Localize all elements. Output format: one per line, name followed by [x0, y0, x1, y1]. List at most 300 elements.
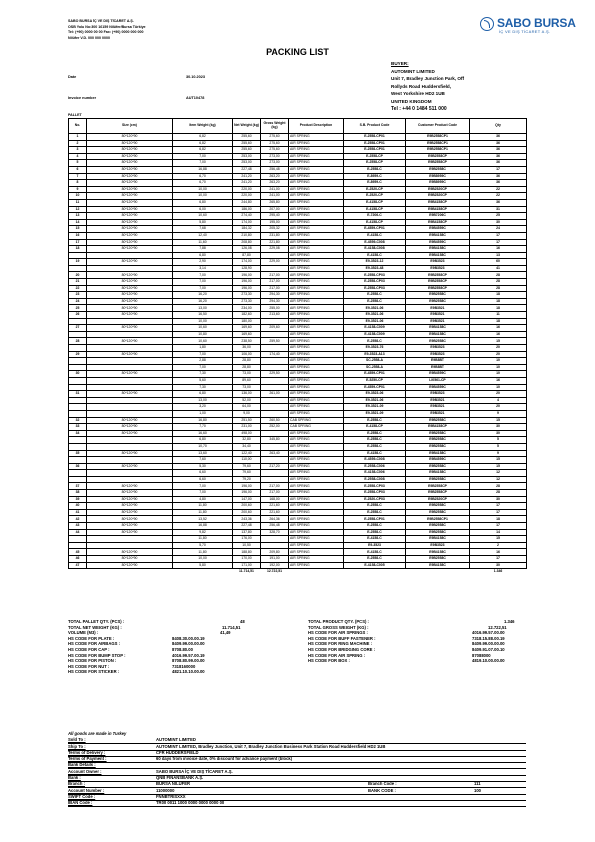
table-cell: 14: [470, 529, 527, 536]
table-cell: E-2558-C: [344, 529, 406, 536]
table-cell: E9B3521: [406, 404, 470, 411]
table-cell: [261, 318, 289, 325]
total-gross-value: 12.722,51: [488, 624, 507, 630]
table-cell: E-2558-C008: [344, 476, 406, 483]
table-cell: [261, 364, 289, 371]
hs-left-label: HS CODE FOR BUMP STOP :: [68, 652, 126, 658]
table-row: [69, 180, 527, 187]
table-cell: E9B4559C: [406, 457, 470, 464]
table-cell: 80*120*90: [87, 305, 173, 312]
table-cell: E9B2558CP: [406, 483, 470, 490]
table-cell: 263,20: [261, 180, 289, 187]
table-cell: 12: [470, 476, 527, 483]
table-row: [69, 417, 527, 424]
table-cell: 10: [470, 364, 527, 371]
table-cell: [69, 410, 87, 417]
hs-left-label: HS CODE FOR STICKER :: [68, 669, 120, 675]
table-cell: E-4158-C006: [344, 470, 406, 477]
table-cell: 255,00: [261, 305, 289, 312]
table-cell: 36: [470, 134, 527, 141]
table-row: [69, 265, 527, 272]
table-cell: [87, 377, 173, 384]
table-row: [69, 312, 527, 319]
table-cell: 255,60: [233, 140, 261, 147]
table-cell: 36: [470, 173, 527, 180]
table-cell: 6,80: [173, 199, 233, 206]
table-cell: E-2558-CP01: [344, 147, 406, 154]
table-cell: [87, 476, 173, 483]
table-cell: 11,60: [173, 239, 233, 246]
table-cell: 12,40: [173, 232, 233, 239]
table-cell: 80*120*90: [87, 272, 173, 279]
table-cell: 80*120*90: [87, 153, 173, 160]
table-row: [69, 529, 527, 536]
table-row: [69, 457, 527, 464]
table-cell: 7,30: [173, 371, 233, 378]
table-cell: 498,00: [233, 430, 261, 437]
table-cell: 28: [69, 338, 87, 345]
table-cell: E9B2520CP: [406, 496, 470, 503]
table-cell: SC-2558-A: [344, 364, 406, 371]
table-cell: 188,80: [233, 549, 261, 556]
table-cell: 17: [470, 166, 527, 173]
table-cell: 11,80: [173, 549, 233, 556]
table-cell: 17: [470, 503, 527, 510]
table-cell: E9B4158C: [406, 331, 470, 338]
total-product-label: TOTAL PRODUCT QTY. (PCS) :: [308, 619, 369, 624]
table-cell: E-4559-C008: [344, 239, 406, 246]
table-cell: AIR SPRING: [289, 186, 344, 193]
table-cell: 227,48: [233, 166, 261, 173]
table-cell: 7,00: [173, 279, 233, 286]
table-empty-cell: [87, 569, 173, 575]
table-cell: 20: [470, 391, 527, 398]
table-cell: SC-2558-A: [344, 358, 406, 365]
buyer-line: UNITED KINGDOM: [391, 98, 432, 104]
table-cell: 47: [69, 562, 87, 569]
table-cell: 30: [69, 371, 87, 378]
table-cell: 31: [69, 391, 87, 398]
table-cell: E9B8959C: [406, 180, 470, 187]
table-cell: 9: [69, 186, 87, 193]
hs-left-value: 4016.99.57.00.19: [172, 652, 205, 658]
table-cell: 273,30: [233, 292, 261, 299]
table-cell: [69, 470, 87, 477]
table-cell: 6,80: [173, 252, 233, 259]
table-cell: AIR SPRING: [289, 443, 344, 450]
table-cell: 275,60: [261, 147, 289, 154]
table-cell: 36: [470, 199, 527, 206]
table-cell: E9-3521-06: [344, 312, 406, 319]
table-cell: AIR SPRING: [289, 134, 344, 141]
table-cell: E9B3521: [406, 410, 470, 417]
table-cell: 229,50: [261, 371, 289, 378]
table-row: [69, 377, 527, 384]
table-cell: E9B2558C: [406, 463, 470, 470]
table-cell: AIR SPRING: [289, 430, 344, 437]
table-cell: [261, 345, 289, 352]
table-cell: [261, 265, 289, 272]
table-cell: [69, 443, 87, 450]
table-cell: 80*120*90: [87, 246, 173, 253]
table-cell: 80*120*90: [87, 226, 173, 233]
table-cell: E-4158-CP: [344, 424, 406, 431]
volume-value: 41,49: [220, 630, 231, 636]
table-cell: E-4559-C008: [344, 457, 406, 464]
table-cell: AIR SPRING: [289, 476, 344, 483]
table-cell: E9-3523-76: [344, 345, 406, 352]
shipping-label: Ship To :: [68, 743, 86, 749]
table-cell: AIR SPRING: [289, 503, 344, 510]
table-cell: E9B3521: [406, 397, 470, 404]
table-cell: 191,00: [261, 556, 289, 563]
table-cell: [261, 404, 289, 411]
buyer-block: [391, 60, 464, 113]
shipping-value: BURSA NİLÜFER: [156, 781, 191, 787]
table-cell: AIR SPRING: [289, 404, 344, 411]
table-cell: [69, 377, 87, 384]
table-cell: AIR SPRING: [289, 318, 344, 325]
table-cell: 169,60: [233, 331, 261, 338]
table-cell: AIR SPRING: [289, 450, 344, 457]
table-row: [69, 516, 527, 523]
table-cell: 36: [470, 160, 527, 167]
table-empty-cell: [406, 569, 470, 575]
table-row: [69, 331, 527, 338]
table-cell: [69, 536, 87, 543]
table-cell: 4: [470, 397, 527, 404]
table-cell: 137,80: [233, 529, 261, 536]
table-cell: E9B3523: [406, 259, 470, 266]
table-cell: 2: [470, 542, 527, 549]
shipping-label: IBAN Code :: [68, 800, 93, 806]
table-cell: [261, 377, 289, 384]
table-cell: 168,00: [261, 496, 289, 503]
table-cell: E9B4158C: [406, 470, 470, 477]
table-cell: E-2558-CP03: [344, 279, 406, 286]
table-cell: 174,40: [261, 351, 289, 358]
shipping-label: Bank Details :: [68, 762, 96, 768]
table-row: [69, 463, 527, 470]
table-cell: E9B4158C: [406, 252, 470, 259]
table-cell: 9,82: [173, 529, 233, 536]
table-cell: [69, 384, 87, 391]
table-row: [69, 410, 527, 417]
hs-right-value: 4819.10.00.00.00: [472, 658, 505, 664]
table-cell: E9B2520CP: [406, 186, 470, 193]
table-cell: 80*120*90: [87, 351, 173, 358]
table-cell: 22: [470, 193, 527, 200]
totals-block: [68, 619, 526, 675]
table-cell: 6,00: [173, 206, 233, 213]
table-total-cell: 12.722,51: [266, 569, 283, 574]
table-row: [69, 364, 527, 371]
total-net-label: TOTAL NET WEIGHT (KG) :: [68, 624, 122, 630]
table-cell: 275,60: [261, 134, 289, 141]
table-row: [69, 153, 527, 160]
table-cell: E9B4559C: [406, 226, 470, 233]
table-cell: 14: [69, 219, 87, 226]
table-cell: [69, 542, 87, 549]
table-cell: AIR SPRING: [289, 272, 344, 279]
table-row: [69, 285, 527, 292]
table-cell: E9B2558CP1: [406, 516, 470, 523]
table-row: [69, 272, 527, 279]
table-cell: 128,90: [233, 265, 261, 272]
table-cell: 16: [470, 377, 527, 384]
table-cell: [87, 265, 173, 272]
table-cell: 18: [470, 298, 527, 305]
table-cell: 260,50: [261, 417, 289, 424]
table-row: [69, 556, 527, 563]
table-cell: [69, 331, 87, 338]
table-cell: 213,60: [261, 312, 289, 319]
table-cell: 196,00: [233, 272, 261, 279]
table-cell: 80*120*90: [87, 391, 173, 398]
table-cell: E-4158-C009: [344, 325, 406, 332]
total-product-value: 1.346: [504, 619, 515, 624]
table-cell: 80*120*90: [87, 292, 173, 299]
table-cell: [261, 542, 289, 549]
table-cell: 7,68: [173, 226, 233, 233]
table-cell: AIR SPRING: [289, 279, 344, 286]
table-cell: E9B2558CP: [406, 490, 470, 497]
table-row: [69, 450, 527, 457]
table-cell: 22: [470, 186, 527, 193]
table-cell: 7,88: [173, 246, 233, 253]
table-cell: [261, 457, 289, 464]
table-cell: 24: [69, 298, 87, 305]
hs-right-label: HS CODE FOR AIR SPRINGS :: [308, 630, 368, 636]
table-cell: AIR SPRING: [289, 173, 344, 180]
table-cell: E9B4158CP: [406, 199, 470, 206]
table-cell: 196,00: [233, 490, 261, 497]
table-cell: 9: [470, 410, 527, 417]
table-cell: 229,00: [261, 259, 289, 266]
hs-left-value: 8409.99.00.00.00: [172, 641, 205, 647]
table-row: [69, 325, 527, 332]
shipping-row: [68, 800, 526, 806]
table-cell: 17: [470, 232, 527, 239]
table-cell: E-2520-CP: [344, 186, 406, 193]
table-cell: AIR SPRING: [289, 351, 344, 358]
hs-right-value: 7318.15.88.00.19: [472, 635, 505, 641]
hs-left-value: 7318160000: [172, 663, 196, 669]
table-cell: 2,88: [173, 358, 233, 365]
table-cell: 16: [470, 331, 527, 338]
table-cell: 256,48: [261, 523, 289, 530]
table-cell: 2,90: [173, 259, 233, 266]
table-cell: E9B2558C: [406, 437, 470, 444]
table-cell: E-2520-CP: [344, 193, 406, 200]
shipping-label: Terms of Delivery :: [68, 749, 106, 755]
table-cell: [261, 410, 289, 417]
table-cell: 10,50: [233, 542, 261, 549]
branch-code-value: 111: [474, 781, 481, 787]
table-cell: 29: [69, 351, 87, 358]
table-cell: 6,80: [173, 391, 233, 398]
table-cell: 16: [470, 246, 527, 253]
table-cell: [261, 476, 289, 483]
shipping-value: CFR HUDDERSFIELD: [156, 749, 199, 755]
table-row: [69, 483, 527, 490]
table-cell: 79,60: [233, 470, 261, 477]
table-cell: E-4158-CP: [344, 199, 406, 206]
branch-code-label: Branch Code :: [368, 781, 397, 787]
table-cell: 32,80: [233, 437, 261, 444]
table-cell: E-2558-C: [344, 298, 406, 305]
table-cell: 80*120*90: [87, 417, 173, 424]
table-cell: 169,60: [233, 325, 261, 332]
table-cell: 220,00: [233, 193, 261, 200]
table-cell: 10: [69, 193, 87, 200]
table-cell: 40: [69, 503, 87, 510]
table-cell: E9B2558C: [406, 166, 470, 173]
table-cell: AIR SPRING: [289, 166, 344, 173]
table-cell: E9B8BT: [406, 358, 470, 365]
table-cell: [261, 430, 289, 437]
table-cell: 256,48: [261, 166, 289, 173]
hs-left-label: HS CODE FOR AIRBAGS :: [68, 641, 120, 647]
table-row: [69, 160, 527, 167]
shipping-value: SABO BURSA İÇ VE DIŞ TİCARET A.Ş.: [156, 768, 233, 774]
table-cell: 36: [470, 140, 527, 147]
table-cell: [261, 443, 289, 450]
table-cell: AIR SPRING: [289, 496, 344, 503]
table-cell: AIR SPRING: [289, 463, 344, 470]
table-cell: 106,00: [233, 351, 261, 358]
table-cell: 20: [470, 404, 527, 411]
table-cell: E-4158-C: [344, 536, 406, 543]
table-cell: 80*120*90: [87, 430, 173, 437]
table-row: [69, 476, 527, 483]
table-cell: 4,80: [173, 496, 233, 503]
table-row: [69, 503, 527, 510]
total-pallet-label: TOTAL PALLET QTY. (PCS) :: [68, 619, 125, 624]
hs-left-label: HS CODE FOR PLATE :: [68, 635, 115, 641]
table-row: [69, 252, 527, 259]
table-cell: E-2558-C: [344, 503, 406, 510]
company-phone: Tel: (+90) 0000 00 00 Fax: (+90) 0000 000 000: [68, 30, 144, 34]
table-cell: 80*120*90: [87, 556, 173, 563]
table-cell: [87, 437, 173, 444]
table-row: [69, 391, 527, 398]
table-cell: 5,70: [173, 542, 233, 549]
hs-right-label: HS CODE FOR BRIDGING CORE :: [308, 646, 376, 652]
table-cell: 255,60: [233, 134, 261, 141]
logo-mark-icon: [480, 17, 494, 31]
table-cell: E9B8959C: [406, 173, 470, 180]
shipping-block: [68, 731, 526, 807]
table-cell: [69, 318, 87, 325]
table-row: [69, 549, 527, 556]
table-cell: AIR SPRING: [289, 298, 344, 305]
table-cell: 7,00: [173, 490, 233, 497]
table-cell: 35: [69, 450, 87, 457]
table-cell: 28: [470, 490, 527, 497]
table-cell: 221,80: [261, 239, 289, 246]
table-cell: E9B4158C: [406, 246, 470, 253]
table-cell: 5: [470, 443, 527, 450]
table-cell: 13: [470, 252, 527, 259]
company-name: SABO BURSA İÇ VE DIŞ TİCARET A.Ş.: [68, 19, 134, 23]
table-cell: E9B2558C: [406, 298, 470, 305]
table-cell: [69, 252, 87, 259]
table-cell: 80*120*90: [87, 279, 173, 286]
table-cell: 44: [69, 529, 87, 536]
table-cell: AIR SPRING: [289, 312, 344, 319]
table-cell: AIR SPRING: [289, 265, 344, 272]
table-cell: 241,20: [233, 180, 261, 187]
table-cell: 11: [69, 199, 87, 206]
table-cell: 234,00: [233, 305, 261, 312]
buyer-phone: Tel : +44 0 1484 511 000: [391, 105, 447, 112]
table-cell: AIR SPRING: [289, 338, 344, 345]
table-cell: E-2558-CP03: [344, 285, 406, 292]
table-cell: 22: [69, 285, 87, 292]
table-cell: 170,00: [233, 556, 261, 563]
table-row: [69, 259, 527, 266]
buyer-line: Unit 7, Bradley Junction Park, Off: [391, 76, 465, 82]
table-cell: AIR SPRING: [289, 140, 344, 147]
table-cell: E9-3521-06: [344, 305, 406, 312]
table-cell: 45: [69, 549, 87, 556]
hs-left-label: HS CODE FOR PISTON :: [68, 658, 117, 664]
table-cell: E9-3521-09: [344, 410, 406, 417]
table-cell: E9B4559C: [406, 239, 470, 246]
table-cell: [87, 542, 173, 549]
table-cell: 196,00: [233, 285, 261, 292]
table-cell: E-4158-CP: [344, 206, 406, 213]
table-row: [69, 424, 527, 431]
table-cell: 209,80: [261, 549, 289, 556]
table-cell: E9-3521-06: [344, 318, 406, 325]
table-cell: 80*120*90: [87, 199, 173, 206]
table-cell: AIR SPRING: [289, 470, 344, 477]
table-header-cell: Net Weight (kg): [233, 119, 261, 134]
table-cell: 231,00: [233, 424, 261, 431]
table-cell: [87, 443, 173, 450]
table-total-cell: 11.714,51: [239, 569, 254, 574]
table-empty-cell: [289, 569, 344, 575]
table-cell: 17: [470, 556, 527, 563]
table-cell: E9B2558CP1: [406, 140, 470, 147]
table-cell: E9B2558C: [406, 417, 470, 424]
table-row: [69, 404, 527, 411]
table-cell: 28: [470, 483, 527, 490]
shipping-label: SWIFT Code :: [68, 793, 96, 799]
table-cell: 6,82: [173, 147, 233, 154]
table-row: [69, 173, 527, 180]
table-cell: AIR SPRING: [289, 193, 344, 200]
table-cell: 30: [470, 219, 527, 226]
table-cell: 10,70: [173, 443, 233, 450]
table-cell: AIR SPRING: [289, 490, 344, 497]
table-cell: AIR SPRING: [289, 391, 344, 398]
shipping-value: 60 days from invoice date, 0% discount for advance payment (block): [156, 756, 293, 762]
table-cell: 41: [69, 509, 87, 516]
table-cell: 192,00: [261, 562, 289, 569]
table-cell: 15: [69, 226, 87, 233]
table-cell: 3: [69, 147, 87, 154]
table-cell: [69, 397, 87, 404]
table-cell: AIR SPRING: [289, 219, 344, 226]
table-cell: 210,80: [233, 232, 261, 239]
table-cell: 6,82: [173, 140, 233, 147]
table-cell: 176,00: [233, 536, 261, 543]
table-cell: 217,20: [261, 463, 289, 470]
packing-table: [68, 118, 527, 575]
